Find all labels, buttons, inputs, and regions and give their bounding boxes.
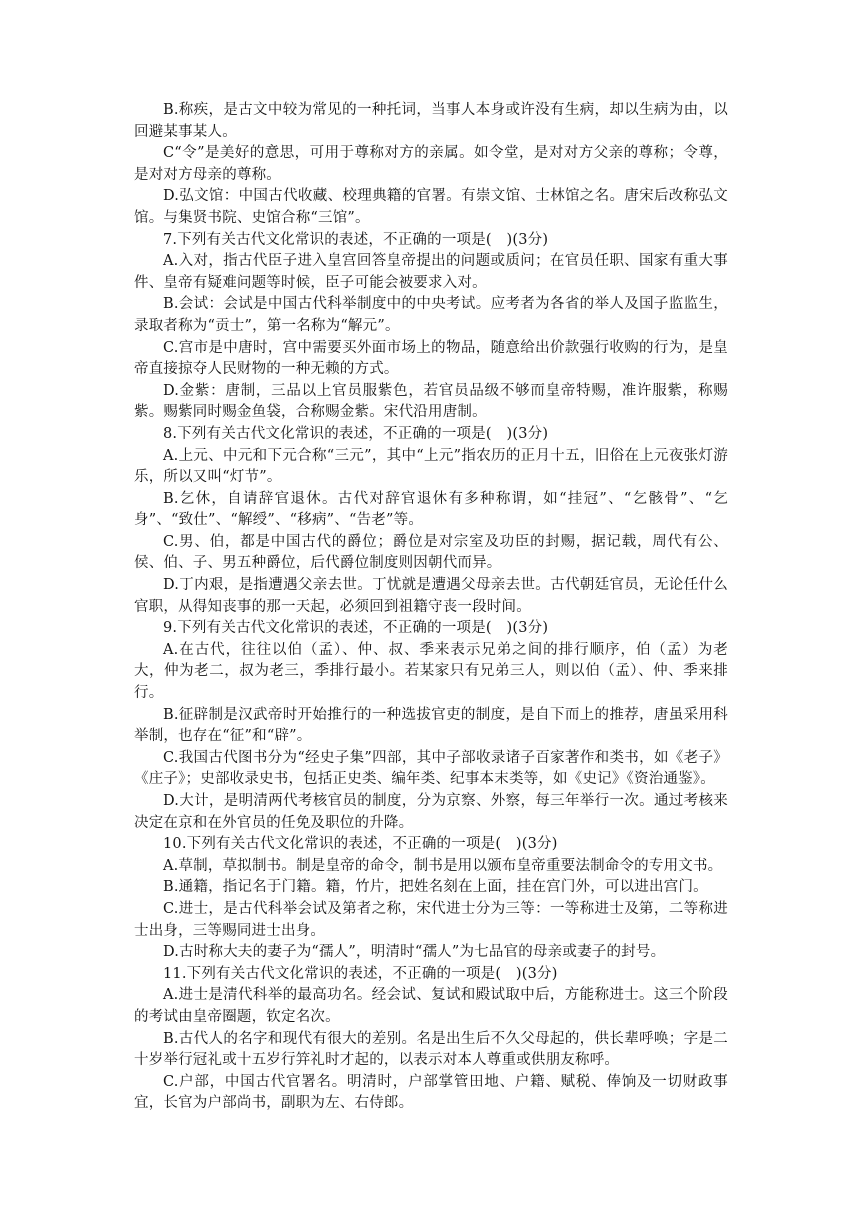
question-10-option-a: A.草制，草拟制书。制是皇帝的命令，制书是用以颁布皇帝重要法制命令的专用文书。 (163, 857, 723, 874)
question-9: 9.下列有关古代文化常识的表述，不正确的一项是( )(3分) (163, 620, 549, 637)
question-11-option-b: B.古代人的名字和现代有很大的差别。名是出生后不久父母起的，供长辈呼唤；字是二十岁举行冠礼或十五岁行笄礼时才起的，以表示对本人尊重或供朋友称呼。 (134, 1030, 728, 1069)
question-10-option-c: C.进士，是古代科举会试及第者之称，宋代进士分为三等：一等称进士及第，二等称进士出身，三等赐同进士出身。 (134, 900, 728, 939)
paragraph-6d: D.弘文馆：中国古代收藏、校理典籍的官署。有崇文馆、士林馆之名。唐宋后改称弘文馆。与集贤书院、史馆合称“三馆”。 (134, 188, 728, 226)
question-10-option-d: D.古时称大夫的妻子为“孺人”，明清时“孺人”为七品官的母亲或妻子的封号。 (163, 944, 666, 961)
question-11-option-c: C.户部，中国古代官署名。明清时，户部掌管田地、户籍、赋税、俸饷及一切财政事宜，长官为户部尚书，副职为左、右侍郎。 (134, 1073, 728, 1112)
question-7-option-a: A.入对，指古代臣子进入皇宫回答皇帝提出的问题或质问；在官员任职、国家有重大事件、皇帝有疑难问题等时候，臣子可能会被要求入对。 (134, 253, 728, 291)
question-8-option-a: A.上元、中元和下元合称“三元”，其中“上元”指农历的正月十五，旧俗在上元夜张灯游乐，所以又叫“灯节”。 (134, 447, 728, 486)
question-8-option-b: B.乞休，自请辞官退休。古代对辞官退休有多种称谓，如“挂冠”、“乞骸骨”、“乞身”、“致仕”、“解绶”、“移病”、“告老”等。 (134, 490, 728, 529)
question-9-option-c: C.我国古代图书分为“经史子集”四部，其中子部收录诸子百家著作和类书，如《老子》《庄子》；史部收录史书，包括正史类、编年类、纪事本末类等，如《史记》《资治通鉴》。 (134, 749, 728, 788)
document-body (134, 100, 728, 1115)
question-9-option-b: B.征辟制是汉武帝时开始推行的一种选拔官吏的制度，是自下而上的推荐，唐虽采用科举制，也存在“征”和“辟”。 (134, 706, 728, 745)
question-7-option-b: B.会试：会试是中国古代科举制度中的中央考试。应考者为各省的举人及国子监监生，录取者称为“贡士”，第一名称为“解元”。 (134, 296, 728, 334)
question-7: 7.下列有关古代文化常识的表述，不正确的一项是( )(3分) (163, 231, 549, 248)
question-9-option-a: A.在古代，往往以伯（孟）、仲、叔、季来表示兄弟之间的排行顺序，伯（孟）为老大，仲为老二，叔为老三，季排行最小。若某家只有兄弟三人，则以伯（孟）、仲、季来排行。 (134, 641, 728, 702)
question-7-option-c: C.宫市是中唐时，宫中需要买外面市场上的物品，随意给出价款强行收购的行为，是皇帝直接掠夺人民财物的一种无赖的方式。 (134, 339, 728, 378)
paragraph-6b: B.称疾，是古文中较为常见的一种托词，当事人本身或许没有生病，却以生病为由，以回避某事某人。 (134, 102, 728, 140)
question-8-option-c: C.男、伯，都是中国古代的爵位；爵位是对宗室及功臣的封赐，据记载，周代有公、侯、伯、子、男五种爵位，后代爵位制度则因朝代而异。 (134, 533, 728, 572)
paragraph-6c: C“令”是美好的意思，可用于尊称对方的亲属。如令堂，是对对方父亲的尊称；令尊，是对对方母亲的尊称。 (134, 145, 728, 183)
question-8-option-d: D.丁内艰，是指遭遇父亲去世。丁忧就是遭遇父母亲去世。古代朝廷官员，无论任什么官职，从得知丧事的那一天起，必须回到祖籍守丧一段时间。 (134, 577, 728, 615)
question-8: 8.下列有关古代文化常识的表述，不正确的一项是( )(3分) (163, 425, 549, 442)
question-9-option-d: D.大计，是明清两代考核官员的制度，分为京察、外察，每三年举行一次。通过考核来决定在京和在外官员的任免及职位的升降。 (134, 793, 728, 831)
question-7-option-d: D.金紫：唐制，三品以上官员服紫色，若官员品级不够而皇帝特赐，准许服紫，称赐紫。赐紫同时赐金鱼袋，合称赐金紫。宋代沿用唐制。 (134, 382, 728, 421)
question-10-option-b: B.通籍，指记名于门籍。籍，竹片，把姓名刻在上面，挂在宫门外，可以进出宫门。 (163, 879, 708, 896)
question-11-option-a: A.进士是清代科举的最高功名。经会试、复试和殿试取中后，方能称进士。这三个阶段的考试由皇帝圈题，钦定名次。 (134, 987, 728, 1025)
question-11: 11.下列有关古代文化常识的表述，不正确的一项是( )(3分) (163, 965, 558, 982)
question-10: 10.下列有关古代文化常识的表述，不正确的一项是( )(3分) (163, 836, 558, 853)
